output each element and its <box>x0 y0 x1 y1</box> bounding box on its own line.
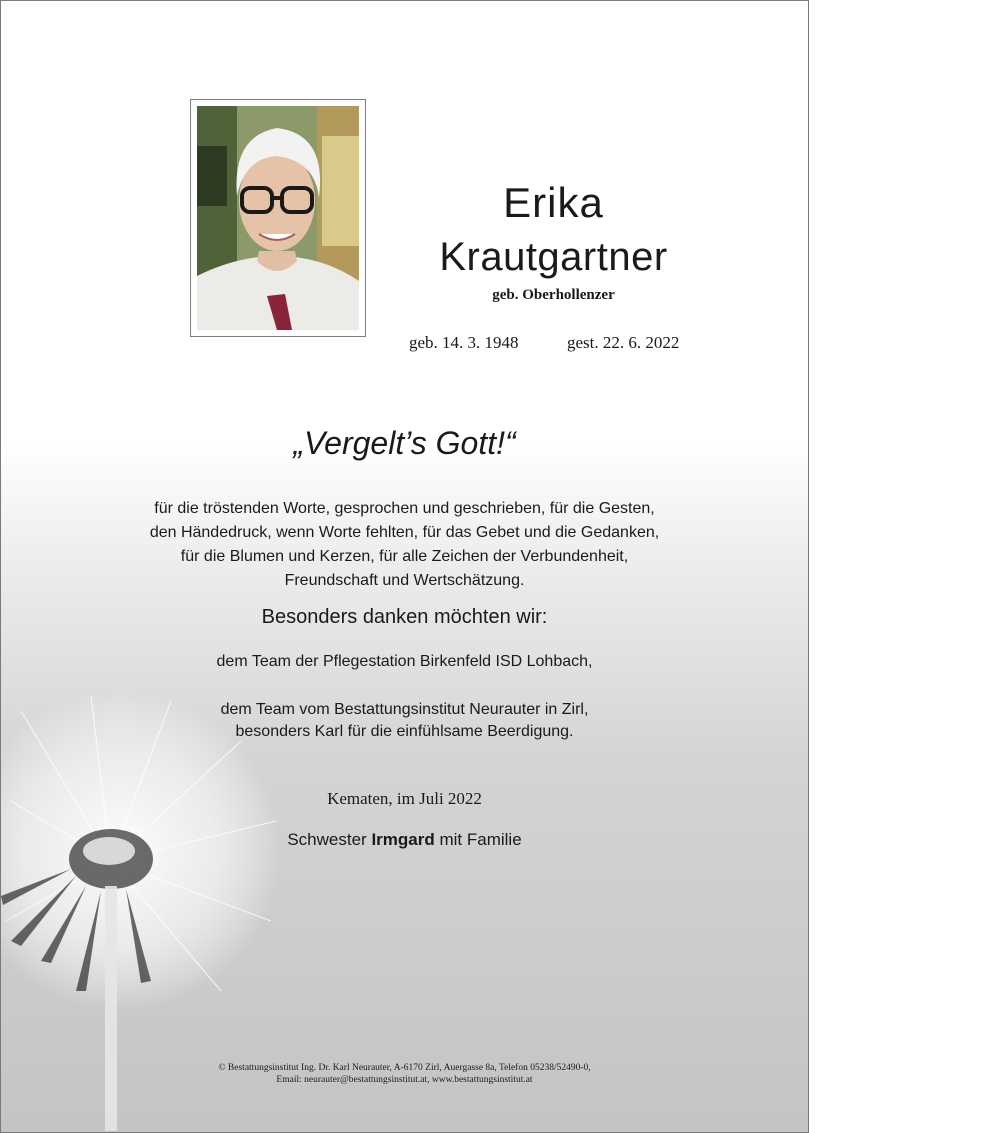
special-thanks-funeral-home <box>1 699 808 743</box>
portrait-frame <box>190 99 366 337</box>
thanks-heading: „Vergelt’s Gott!“ <box>293 425 516 461</box>
signoff-suffix: mit Familie <box>439 830 522 849</box>
funeral-home-footer <box>1 1062 808 1086</box>
thanks-paragraph-line: Freundschaft und Wertschätzung. <box>284 572 525 589</box>
death-date: gest. 22. 6. 2022 <box>567 333 680 352</box>
maiden-name: geb. Oberhollenzer <box>492 287 615 303</box>
portrait-photo-icon <box>197 106 359 330</box>
signoff <box>1 830 808 850</box>
first-name: Erika <box>503 179 604 226</box>
place-date: Kematen, im Juli 2022 <box>327 789 482 808</box>
thanks-paragraph-line: den Händedruck, wenn Worte fehlten, für das Gebet und die Gedanken, <box>149 524 660 541</box>
footer-line: © Bestattungsinstitut Ing. Dr. Karl Neurauter, A-6170 Zirl, Auergasse 8a, Telefon 05238/52490-0, <box>218 1063 591 1073</box>
special-thanks-line: besonders Karl für die einfühlsame Beerdigung. <box>235 723 574 740</box>
special-thanks-care-team: dem Team der Pflegestation Birkenfeld ISD Lohbach, <box>216 653 593 670</box>
signoff-prefix: Schwester <box>287 830 367 849</box>
last-name: Krautgartner <box>439 235 668 279</box>
signoff-name: Irmgard <box>371 830 435 849</box>
birth-date: geb. 14. 3. 1948 <box>409 333 519 352</box>
thanks-paragraph-line: für die tröstenden Worte, gesprochen und geschrieben, für die Gesten, <box>154 500 655 517</box>
thanks-paragraph-line: für die Blumen und Kerzen, für alle Zeichen der Verbundenheit, <box>180 548 629 565</box>
footer-line: Email: neurauter@bestattungsinstitut.at, www.bestattungsinstitut.at <box>276 1075 533 1085</box>
special-thanks-line: dem Team vom Bestattungsinstitut Neurauter in Zirl, <box>220 701 589 718</box>
special-thanks-heading: Besonders danken möchten wir: <box>261 606 548 628</box>
thanks-paragraph <box>1 497 808 593</box>
